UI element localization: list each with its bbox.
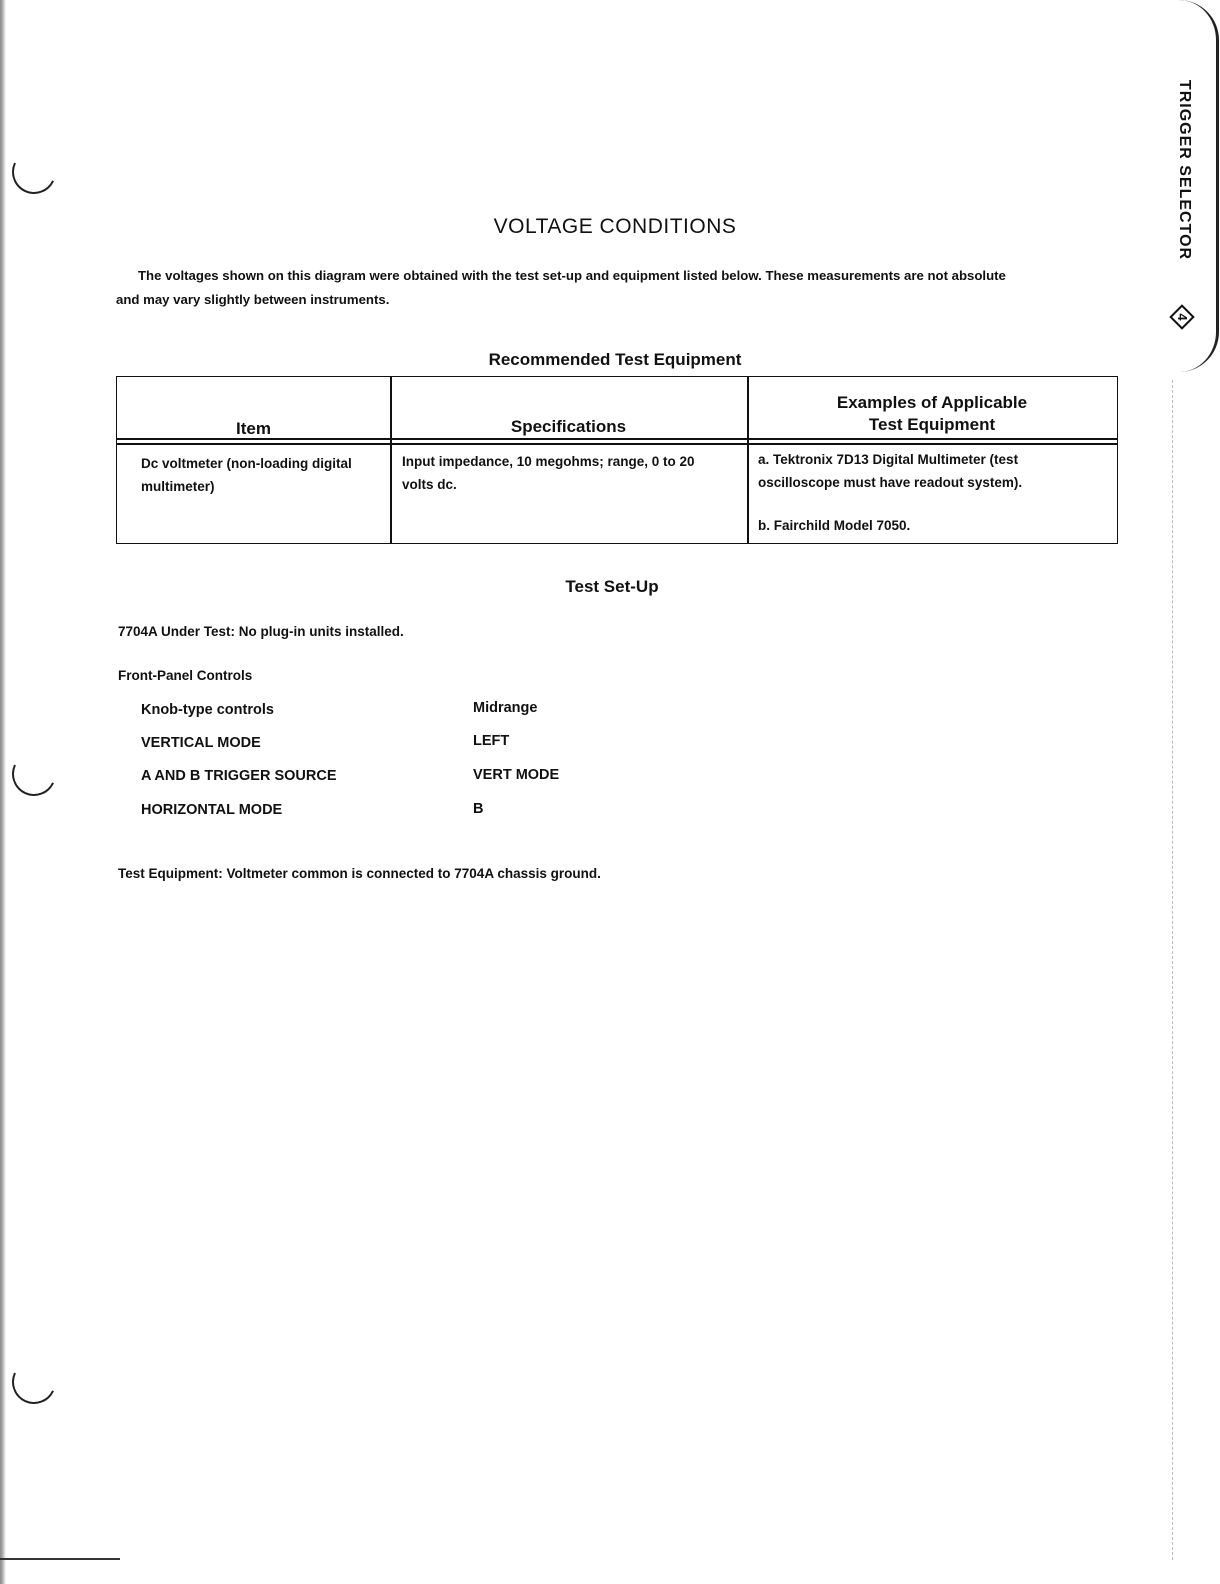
test-equipment-note: Test Equipment: Voltmeter common is connected to 7704A chassis ground. [118,866,601,881]
diagram-number: 4 [1175,313,1190,321]
header-examples-line-2: Test Equipment [868,415,996,434]
control-value: Midrange [473,700,538,716]
cell-example-a-line-1: a. Tektronix 7D13 Digital Multimeter (test [758,452,1019,467]
cell-spec-line-1: Input impedance, 10 megohms; range, 0 to 20 [402,454,695,469]
cell-example-b: b. Fairchild Model 7050. [758,518,911,533]
cell-item [141,452,386,498]
cell-specifications [402,450,742,496]
table-divider [390,377,392,543]
binder-hole-bottom [6,1354,62,1410]
cell-examples [758,448,1108,537]
control-label: Knob-type controls [141,702,274,718]
side-tab-label: TRIGGER SELECTOR [1176,79,1193,261]
control-value: B [473,801,484,817]
header-examples [747,392,1117,436]
diagram-number-diamond [1169,304,1195,330]
equipment-table [116,376,1118,544]
intro-line-2: and may vary slightly between instruments. [116,292,390,307]
intro-line-1: The voltages shown on this diagram were obtained with the test set-up and equipment listed below. These measurements are not absolute [138,268,1006,283]
control-label: HORIZONTAL MODE [141,802,283,818]
front-panel-heading: Front-Panel Controls [118,668,253,683]
page-title: VOLTAGE CONDITIONS [493,215,737,238]
control-label: VERTICAL MODE [141,735,261,751]
cell-example-a-line-2: oscilloscope must have readout system). [758,475,1023,490]
binder-hole-middle [6,746,62,802]
page-bottom-line [0,1558,120,1560]
header-specifications: Specifications [510,417,627,436]
cell-item-line-1: Dc voltmeter (non-loading digital [141,456,352,471]
control-value: VERT MODE [473,767,560,783]
cell-item-line-2: multimeter) [141,479,215,494]
page-right-margin-line [1172,380,1174,1560]
equipment-heading: Recommended Test Equipment [488,350,742,369]
control-value: LEFT [473,733,510,749]
table-header-rule [117,443,1117,445]
header-item: Item [236,419,271,438]
control-label: A AND B TRIGGER SOURCE [141,768,337,784]
setup-heading: Test Set-Up [565,577,659,596]
intro-paragraph [116,264,1116,312]
under-test-line: 7704A Under Test: No plug-in units installed. [118,624,404,639]
header-examples-line-1: Examples of Applicable [836,393,1028,412]
cell-spec-line-2: volts dc. [402,477,457,492]
binder-hole-top [6,144,62,200]
